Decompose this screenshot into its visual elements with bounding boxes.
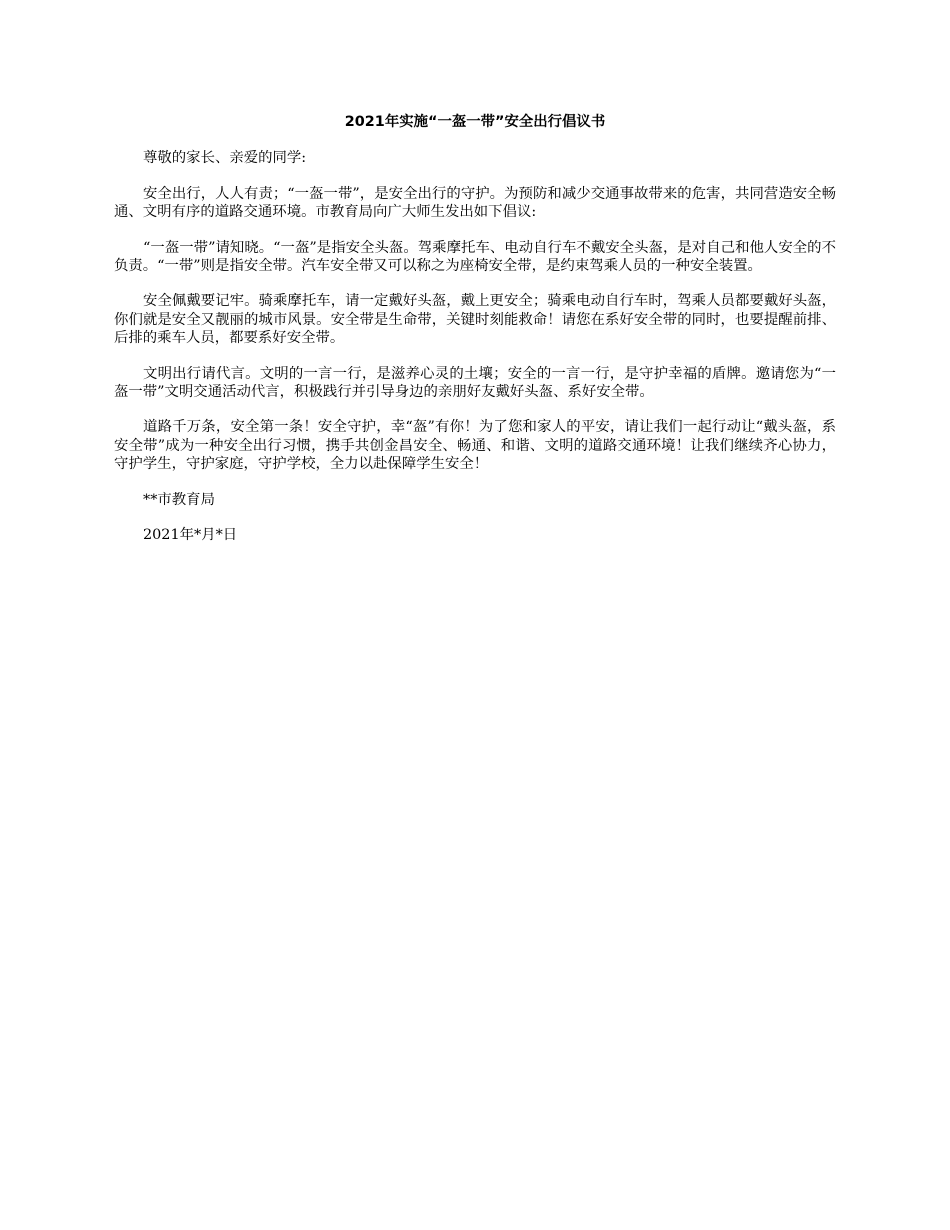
paragraph-intro: 安全出行，人人有责；“一盔一带”，是安全出行的守护。为预防和减少交通事故带来的危害，共同营造安全畅通、文明有序的道路交通环境。市教育局向广大师生发出如下倡议: <box>114 185 836 221</box>
paragraph-civilized: 文明出行请代言。文明的一言一行，是滋养心灵的土壤；安全的一言一行，是守护幸福的盾牌。邀请您为“一盔一带”文明交通活动代言，积极践行并引导身边的亲朋好友戴好头盔、系好安全带。 <box>114 365 836 401</box>
date: 2021年*月*日 <box>143 527 238 544</box>
salutation: 尊敬的家长、亲爱的同学: <box>143 150 307 167</box>
document-title: 2021年实施“一盔一带”安全出行倡议书 <box>344 114 606 130</box>
document-page <box>114 113 836 562</box>
signature: **市教育局 <box>143 491 215 508</box>
paragraph-action: 道路千万条，安全第一条！安全守护，幸“盔”有你！为了您和家人的平安，请让我们一起行动让“戴头盔，系安全带”成为一种安全出行习惯，携手共创金昌安全、畅通、和谐、文明的道路交通环境！让我们继续齐心协力，守护学生，守护家庭，守护学校，全力以赴保障学生安全！ <box>114 419 836 473</box>
paragraph-wear: 安全佩戴要记牢。骑乘摩托车，请一定戴好头盔，戴上更安全；骑乘电动自行车时，驾乘人员都要戴好头盔，你们就是安全又靓丽的城市风景。安全带是生命带，关键时刻能救命！请您在系好安全带的同时，也要提醒前排、后排的乘车人员，都要系好安全带。 <box>114 293 836 347</box>
paragraph-know: “一盔一带”请知晓。“一盔”是指安全头盔。驾乘摩托车、电动自行车不戴安全头盔，是对自己和他人安全的不负责。“一带”则是指安全带。汽车安全带又可以称之为座椅安全带，是约束驾乘人员的一种安全装置。 <box>114 239 836 275</box>
